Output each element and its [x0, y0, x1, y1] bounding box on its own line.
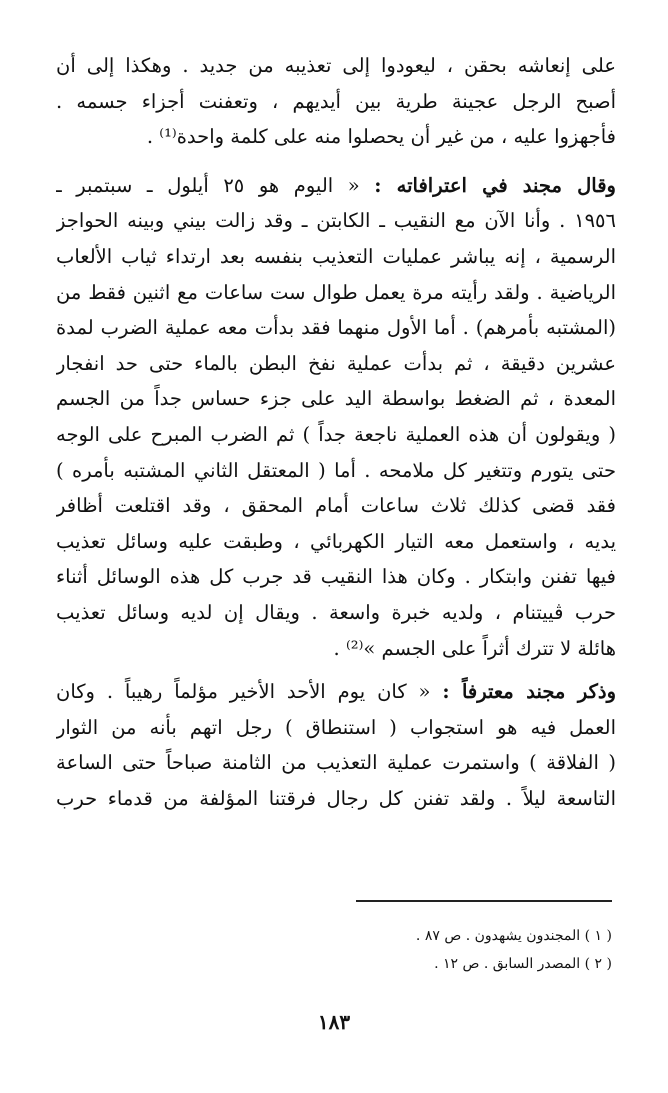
page-number: ١٨٣: [317, 1010, 351, 1034]
footnotes: [52, 922, 612, 978]
text-line: حرب ڤييتنام ، ولديه خبرة واسعة . ويقال إن لديه وسائل تعذيب: [56, 600, 616, 624]
paragraph-lead: وقال مجند في اعترافاته :: [374, 173, 616, 197]
footnote-2: ( ٢ ) المصدر السابق . ص ١٢ .: [434, 956, 612, 972]
text-line: ( ويقولون أن هذه العملية ناجعة جداً ) ثم الضرب المبرح على الوجه: [56, 422, 616, 446]
text-line-with-lead: [56, 168, 616, 204]
text-line: فأجهزوا عليه ، من غير أن يحصلوا منه على كلمة واحدة⁽¹⁾ .: [146, 125, 616, 149]
text-line: ١٩٥٦ . وأنا الآن مع النقيب ـ الكابتن ـ وقد زالت بيني وبينه الحواجز: [56, 209, 616, 233]
footnote-1: ( ١ ) المجندون يشهدون . ص ٨٧ .: [415, 928, 612, 944]
text-line: (المشتبه بأمرهم) . أما الأول منهما فقد بدأت معه عملية الضرب لمدة: [56, 316, 616, 340]
text-line: حتى يتورم وتتغير كل ملامحه . أما ( المعتقل الثاني المشتبه بأمره ): [56, 458, 616, 482]
text-line: يديه ، واستعمل معه التيار الكهربائي ، وطبقت عليه وسائل تعذيب: [56, 529, 616, 553]
text-line-rest: « كان يوم الأحد الأخير مؤلماً رهيباً . وكان: [56, 680, 443, 704]
paragraph-3: [56, 674, 616, 816]
text-line: الرسمية ، إنه يباشر عمليات التعذيب بنفسه بعد ارتداء ثياب الألعاب: [56, 244, 616, 268]
text-line: الرياضية . ولقد رأيته مرة يعمل طوال ست ساعات مع اثنين فقط من: [56, 280, 616, 304]
text-line: أصبح الرجل عجينة طرية بين أيديهم ، وتعفنت أجزاء جسمه .: [56, 89, 616, 113]
page-body: [56, 48, 616, 816]
text-line: التاسعة ليلاً . ولقد تفنن كل رجال فرقتنا المؤلفة من قدماء حرب: [56, 786, 616, 810]
text-line: ( الفلاقة ) واستمرت عملية التعذيب من الثامنة صباحاً حتى الساعة: [56, 751, 616, 775]
footnote-divider: [356, 900, 612, 902]
paragraph-lead: وذكر مجند معترفاً :: [442, 680, 616, 704]
paragraph-2: [56, 168, 616, 666]
text-line: على إنعاشه بحقن ، ليعودوا إلى تعذيبه من جديد . وهكذا إلى أن: [56, 54, 616, 77]
text-line: هائلة لا تترك أثراً على الجسم »⁽²⁾ .: [333, 636, 616, 660]
text-line: فيها تفنن وابتكار . وكان هذا النقيب قد جرب كل هذه الوسائل أثناء: [56, 565, 616, 589]
text-line: المعدة ، ثم الضغط بواسطة اليد على جزء حساس جداً من الجسم: [56, 387, 616, 411]
text-line: فقد قضى كذلك ثلاث ساعات أمام المحقق ، وقد اقتلعت أظافر: [56, 494, 616, 518]
text-line-rest: « اليوم هو ٢٥ أيلول ـ سبتمبر ـ: [56, 173, 375, 197]
text-line: العمل فيه هو استجواب ( استنطاق ) رجل اتهم بأنه من الثوار: [56, 715, 616, 739]
text-line-with-lead: [56, 674, 616, 710]
paragraph-1: [56, 48, 616, 155]
text-line: عشرين دقيقة ، ثم بدأت عملية نفخ البطن بالماء حتى حد انفجار: [56, 351, 616, 375]
